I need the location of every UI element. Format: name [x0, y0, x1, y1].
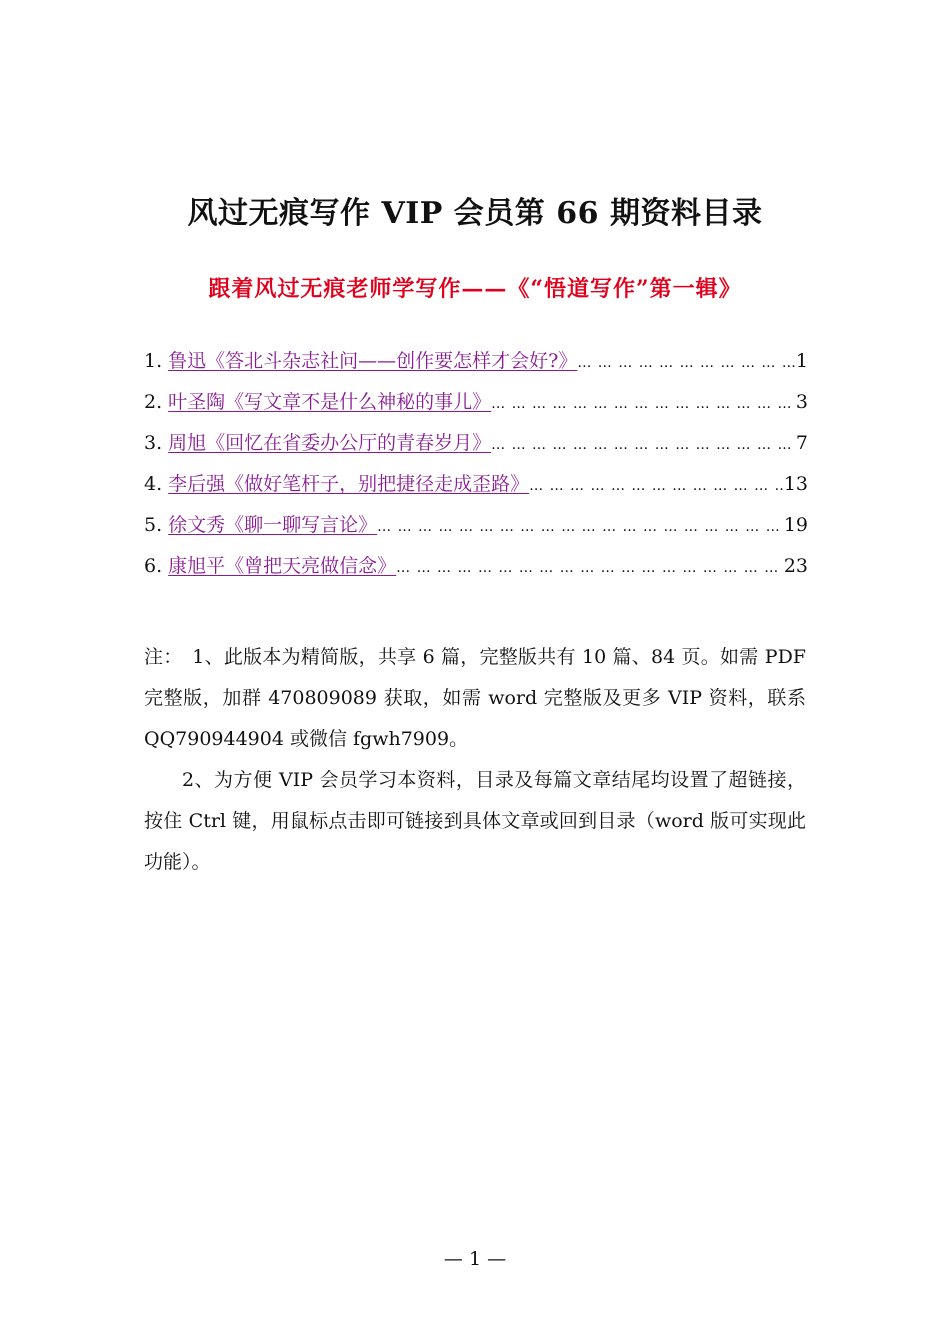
toc-dot-leader — [491, 396, 796, 412]
toc-entry-number: 3. — [144, 432, 163, 454]
table-of-contents — [144, 346, 808, 592]
toc-dot-leader — [377, 519, 784, 535]
toc-entry-link[interactable]: 李后强《做好笔杆子，别把捷径走成歪路》 — [168, 473, 530, 495]
toc-entry-link[interactable]: 鲁迅《答北斗杂志社问——创作要怎样才会好?》 — [168, 350, 578, 372]
page-number-footer: — 1 — — [443, 1248, 507, 1270]
note-paragraph-2: 2、为方便 VIP 会员学习本资料，目录及每篇文章结尾均设置了超链接，按住 Ctrl 键，用鼠标点击即可链接到具体文章或回到目录（word 版可实现此功能）。 — [144, 769, 806, 873]
toc-entry — [144, 428, 808, 469]
toc-entry — [144, 510, 808, 551]
toc-entry-link[interactable]: 叶圣陶《写文章不是什么神秘的事儿》 — [168, 391, 492, 413]
toc-entry-page: 23 — [783, 555, 808, 577]
toc-entry-number: 5. — [144, 514, 163, 536]
toc-entry-page: 19 — [783, 514, 808, 536]
page-title: 风过无痕写作 VIP 会员第 66 期资料目录 — [187, 196, 763, 231]
toc-entry-page: 13 — [783, 473, 808, 495]
notes-section — [144, 637, 806, 883]
toc-entry-page: 1 — [795, 350, 808, 372]
toc-entry-page: 7 — [795, 432, 808, 454]
page-subtitle: 跟着风过无痕老师学写作——《“悟道写作”第一辑》 — [208, 276, 742, 302]
toc-entry-number: 1. — [144, 350, 163, 372]
toc-entry-link[interactable]: 康旭平《曾把天亮做信念》 — [168, 555, 397, 577]
toc-dot-leader — [396, 560, 784, 576]
toc-entry — [144, 387, 808, 428]
toc-dot-leader — [577, 355, 796, 371]
toc-entry — [144, 346, 808, 387]
toc-entry-link[interactable]: 徐文秀《聊一聊写言论》 — [168, 514, 378, 536]
toc-entry — [144, 551, 808, 592]
toc-entry — [144, 469, 808, 510]
note-paragraph-1: 注： 1、此版本为精简版，共享 6 篇，完整版共有 10 篇、84 页。如需 PDF 完整版，加群 470809089 获取，如需 word 完整版及更多 VIP 资料，联系 QQ790944904 或微信 fgwh7909。 — [144, 646, 806, 750]
toc-entry-number: 2. — [144, 391, 163, 413]
toc-entry-page: 3 — [795, 391, 808, 413]
toc-dot-leader — [529, 478, 784, 494]
toc-entry-link[interactable]: 周旭《回忆在省委办公厅的青春岁月》 — [168, 432, 492, 454]
toc-entry-number: 6. — [144, 555, 163, 577]
toc-dot-leader — [491, 437, 796, 453]
toc-entry-number: 4. — [144, 473, 163, 495]
